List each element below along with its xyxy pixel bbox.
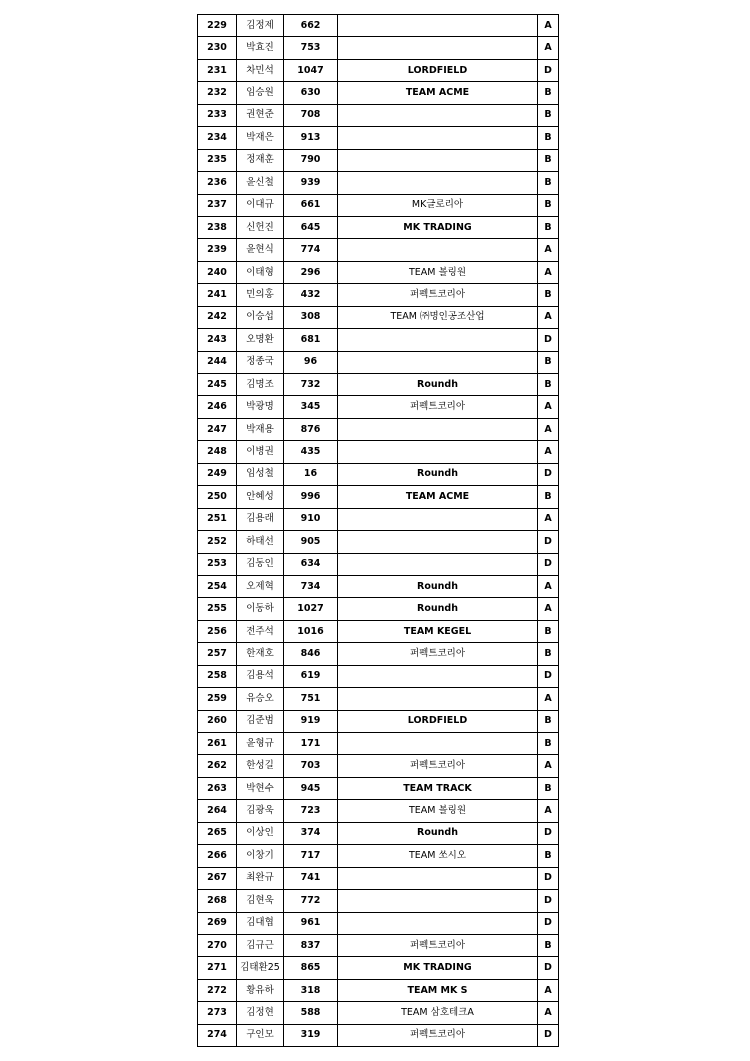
score-cell: 913 [284, 127, 338, 149]
table-row [198, 351, 559, 373]
table-row [198, 261, 559, 283]
grade-cell: A [538, 979, 559, 1001]
player-name-cell: 김대협 [237, 912, 284, 934]
table-row [198, 733, 559, 755]
player-name-cell: 안혜성 [237, 486, 284, 508]
table-row [198, 59, 559, 81]
table-row [198, 845, 559, 867]
player-name-cell: 윤형규 [237, 733, 284, 755]
grade-cell: B [538, 733, 559, 755]
row-number-cell: 241 [198, 284, 237, 306]
table-row [198, 149, 559, 171]
player-name-cell: 김용석 [237, 665, 284, 687]
table-row [198, 418, 559, 440]
team-name-cell [338, 15, 538, 37]
score-cell: 751 [284, 688, 338, 710]
table-row [198, 104, 559, 126]
player-name-cell: 한성길 [237, 755, 284, 777]
grade-cell: A [538, 15, 559, 37]
score-cell: 905 [284, 531, 338, 553]
row-number-cell: 263 [198, 777, 237, 799]
table-row [198, 957, 559, 979]
player-name-cell: 이창기 [237, 845, 284, 867]
grade-cell: A [538, 441, 559, 463]
team-name-cell [338, 418, 538, 440]
grade-cell: B [538, 777, 559, 799]
grade-cell: B [538, 194, 559, 216]
score-cell: 634 [284, 553, 338, 575]
score-cell: 961 [284, 912, 338, 934]
player-name-cell: 황유하 [237, 979, 284, 1001]
table-row [198, 396, 559, 418]
team-name-cell: TEAM TRACK [338, 777, 538, 799]
row-number-cell: 254 [198, 575, 237, 597]
score-cell: 619 [284, 665, 338, 687]
team-name-cell: MK글로리아 [338, 194, 538, 216]
grade-cell: D [538, 665, 559, 687]
table-row [198, 598, 559, 620]
player-name-cell: 김정제 [237, 15, 284, 37]
row-number-cell: 243 [198, 329, 237, 351]
team-name-cell [338, 441, 538, 463]
team-name-cell: TEAM 쏘시오 [338, 845, 538, 867]
row-number-cell: 249 [198, 463, 237, 485]
table-row [198, 688, 559, 710]
player-name-cell: 이대규 [237, 194, 284, 216]
grade-cell: B [538, 710, 559, 732]
score-cell: 846 [284, 643, 338, 665]
table-row [198, 486, 559, 508]
table-row [198, 822, 559, 844]
team-name-cell: TEAM 볼링원 [338, 261, 538, 283]
grade-cell: A [538, 261, 559, 283]
player-name-cell: 윤현식 [237, 239, 284, 261]
row-number-cell: 260 [198, 710, 237, 732]
table-row [198, 710, 559, 732]
table-row [198, 531, 559, 553]
player-name-cell: 신헌진 [237, 216, 284, 238]
score-cell: 16 [284, 463, 338, 485]
player-name-cell: 민의홍 [237, 284, 284, 306]
row-number-cell: 248 [198, 441, 237, 463]
team-name-cell [338, 104, 538, 126]
team-name-cell: 퍼펙트코리아 [338, 284, 538, 306]
team-name-cell [338, 867, 538, 889]
player-name-cell: 구인모 [237, 1024, 284, 1046]
row-number-cell: 238 [198, 216, 237, 238]
player-name-cell: 윤신철 [237, 172, 284, 194]
team-name-cell: 퍼펙트코리아 [338, 643, 538, 665]
grade-cell: A [538, 508, 559, 530]
row-number-cell: 229 [198, 15, 237, 37]
player-name-cell: 권현준 [237, 104, 284, 126]
row-number-cell: 256 [198, 620, 237, 642]
score-cell: 865 [284, 957, 338, 979]
row-number-cell: 231 [198, 59, 237, 81]
grade-cell: D [538, 822, 559, 844]
player-name-cell: 박효진 [237, 37, 284, 59]
player-name-cell: 이병권 [237, 441, 284, 463]
player-name-cell: 이동하 [237, 598, 284, 620]
score-cell: 753 [284, 37, 338, 59]
row-number-cell: 242 [198, 306, 237, 328]
roster-table-body [198, 15, 559, 1047]
score-cell: 790 [284, 149, 338, 171]
grade-cell: D [538, 867, 559, 889]
player-name-cell: 한재호 [237, 643, 284, 665]
grade-cell: D [538, 912, 559, 934]
grade-cell: A [538, 396, 559, 418]
grade-cell: A [538, 37, 559, 59]
score-cell: 662 [284, 15, 338, 37]
player-name-cell: 박재용 [237, 418, 284, 440]
team-name-cell [338, 665, 538, 687]
grade-cell: B [538, 845, 559, 867]
score-cell: 1027 [284, 598, 338, 620]
team-name-cell: Roundh [338, 598, 538, 620]
row-number-cell: 259 [198, 688, 237, 710]
table-row [198, 284, 559, 306]
player-name-cell: 임성철 [237, 463, 284, 485]
player-name-cell: 김용래 [237, 508, 284, 530]
grade-cell: B [538, 284, 559, 306]
team-name-cell [338, 553, 538, 575]
player-name-cell: 오명환 [237, 329, 284, 351]
table-row [198, 194, 559, 216]
row-number-cell: 237 [198, 194, 237, 216]
score-cell: 996 [284, 486, 338, 508]
score-cell: 1016 [284, 620, 338, 642]
team-name-cell [338, 172, 538, 194]
row-number-cell: 240 [198, 261, 237, 283]
table-row [198, 553, 559, 575]
team-name-cell: Roundh [338, 575, 538, 597]
table-row [198, 82, 559, 104]
row-number-cell: 272 [198, 979, 237, 1001]
team-name-cell: 퍼펙트코리아 [338, 755, 538, 777]
team-name-cell [338, 351, 538, 373]
team-name-cell: TEAM 볼링원 [338, 800, 538, 822]
table-row [198, 620, 559, 642]
team-name-cell: MK TRADING [338, 957, 538, 979]
team-name-cell [338, 149, 538, 171]
grade-cell: B [538, 104, 559, 126]
table-row [198, 216, 559, 238]
team-name-cell: TEAM KEGEL [338, 620, 538, 642]
team-name-cell [338, 912, 538, 934]
team-name-cell: Roundh [338, 463, 538, 485]
score-cell: 645 [284, 216, 338, 238]
score-cell: 708 [284, 104, 338, 126]
player-name-cell: 김광욱 [237, 800, 284, 822]
table-row [198, 777, 559, 799]
score-cell: 774 [284, 239, 338, 261]
team-name-cell: Roundh [338, 374, 538, 396]
score-cell: 661 [284, 194, 338, 216]
row-number-cell: 268 [198, 890, 237, 912]
team-name-cell: 퍼펙트코리아 [338, 396, 538, 418]
player-name-cell: 김규근 [237, 934, 284, 956]
score-cell: 734 [284, 575, 338, 597]
row-number-cell: 274 [198, 1024, 237, 1046]
team-name-cell [338, 531, 538, 553]
table-row [198, 15, 559, 37]
row-number-cell: 253 [198, 553, 237, 575]
grade-cell: B [538, 486, 559, 508]
table-row [198, 127, 559, 149]
grade-cell: B [538, 127, 559, 149]
row-number-cell: 236 [198, 172, 237, 194]
row-number-cell: 258 [198, 665, 237, 687]
score-cell: 837 [284, 934, 338, 956]
grade-cell: B [538, 172, 559, 194]
grade-cell: A [538, 1002, 559, 1024]
table-row [198, 239, 559, 261]
player-name-cell: 박광명 [237, 396, 284, 418]
score-cell: 919 [284, 710, 338, 732]
row-number-cell: 267 [198, 867, 237, 889]
row-number-cell: 250 [198, 486, 237, 508]
roster-table [197, 14, 559, 1047]
score-cell: 1047 [284, 59, 338, 81]
table-row [198, 306, 559, 328]
grade-cell: D [538, 890, 559, 912]
team-name-cell: TEAM ACME [338, 486, 538, 508]
player-name-cell: 전주석 [237, 620, 284, 642]
row-number-cell: 244 [198, 351, 237, 373]
grade-cell: A [538, 598, 559, 620]
table-row [198, 665, 559, 687]
row-number-cell: 262 [198, 755, 237, 777]
team-name-cell [338, 37, 538, 59]
player-name-cell: 정재훈 [237, 149, 284, 171]
player-name-cell: 김준범 [237, 710, 284, 732]
team-name-cell: LORDFIELD [338, 710, 538, 732]
team-name-cell [338, 127, 538, 149]
team-name-cell: TEAM ㈜명인공조산업 [338, 306, 538, 328]
table-row [198, 912, 559, 934]
player-name-cell: 정종국 [237, 351, 284, 373]
table-row [198, 37, 559, 59]
table-row [198, 172, 559, 194]
player-name-cell: 하태선 [237, 531, 284, 553]
player-name-cell: 김동인 [237, 553, 284, 575]
row-number-cell: 273 [198, 1002, 237, 1024]
team-name-cell: TEAM MK S [338, 979, 538, 1001]
team-name-cell [338, 239, 538, 261]
score-cell: 630 [284, 82, 338, 104]
player-name-cell: 이상인 [237, 822, 284, 844]
grade-cell: B [538, 82, 559, 104]
grade-cell: A [538, 575, 559, 597]
table-row [198, 867, 559, 889]
table-row [198, 441, 559, 463]
row-number-cell: 235 [198, 149, 237, 171]
team-name-cell [338, 890, 538, 912]
table-row [198, 329, 559, 351]
team-name-cell [338, 688, 538, 710]
score-cell: 681 [284, 329, 338, 351]
player-name-cell: 김태환25 [237, 957, 284, 979]
grade-cell: A [538, 800, 559, 822]
player-name-cell: 오제혁 [237, 575, 284, 597]
player-name-cell: 최완규 [237, 867, 284, 889]
score-cell: 772 [284, 890, 338, 912]
team-name-cell [338, 329, 538, 351]
score-cell: 741 [284, 867, 338, 889]
table-row [198, 575, 559, 597]
grade-cell: B [538, 934, 559, 956]
row-number-cell: 246 [198, 396, 237, 418]
player-name-cell: 박현수 [237, 777, 284, 799]
grade-cell: B [538, 351, 559, 373]
score-cell: 717 [284, 845, 338, 867]
grade-cell: D [538, 553, 559, 575]
grade-cell: B [538, 620, 559, 642]
table-row [198, 1002, 559, 1024]
table-row [198, 463, 559, 485]
row-number-cell: 230 [198, 37, 237, 59]
score-cell: 374 [284, 822, 338, 844]
table-row [198, 979, 559, 1001]
score-cell: 723 [284, 800, 338, 822]
player-name-cell: 김명조 [237, 374, 284, 396]
table-row [198, 508, 559, 530]
table-row [198, 890, 559, 912]
grade-cell: A [538, 688, 559, 710]
score-cell: 939 [284, 172, 338, 194]
table-row [198, 643, 559, 665]
row-number-cell: 233 [198, 104, 237, 126]
grade-cell: D [538, 59, 559, 81]
team-name-cell: MK TRADING [338, 216, 538, 238]
score-cell: 876 [284, 418, 338, 440]
score-cell: 171 [284, 733, 338, 755]
grade-cell: B [538, 374, 559, 396]
player-name-cell: 김정현 [237, 1002, 284, 1024]
row-number-cell: 247 [198, 418, 237, 440]
grade-cell: A [538, 239, 559, 261]
score-cell: 318 [284, 979, 338, 1001]
player-name-cell: 유승오 [237, 688, 284, 710]
row-number-cell: 252 [198, 531, 237, 553]
grade-cell: A [538, 755, 559, 777]
team-name-cell [338, 733, 538, 755]
table-row [198, 1024, 559, 1046]
grade-cell: A [538, 306, 559, 328]
row-number-cell: 266 [198, 845, 237, 867]
score-cell: 732 [284, 374, 338, 396]
team-name-cell: 퍼펙트코리아 [338, 934, 538, 956]
team-name-cell: TEAM ACME [338, 82, 538, 104]
score-cell: 308 [284, 306, 338, 328]
score-cell: 432 [284, 284, 338, 306]
table-row [198, 934, 559, 956]
player-name-cell: 박재은 [237, 127, 284, 149]
score-cell: 96 [284, 351, 338, 373]
grade-cell: D [538, 531, 559, 553]
row-number-cell: 264 [198, 800, 237, 822]
grade-cell: D [538, 957, 559, 979]
table-row [198, 755, 559, 777]
team-name-cell: Roundh [338, 822, 538, 844]
grade-cell: D [538, 329, 559, 351]
player-name-cell: 임승원 [237, 82, 284, 104]
row-number-cell: 261 [198, 733, 237, 755]
row-number-cell: 270 [198, 934, 237, 956]
table-row [198, 374, 559, 396]
score-cell: 945 [284, 777, 338, 799]
score-cell: 435 [284, 441, 338, 463]
score-cell: 319 [284, 1024, 338, 1046]
row-number-cell: 239 [198, 239, 237, 261]
table-row [198, 800, 559, 822]
team-name-cell [338, 508, 538, 530]
score-cell: 588 [284, 1002, 338, 1024]
row-number-cell: 265 [198, 822, 237, 844]
row-number-cell: 271 [198, 957, 237, 979]
score-cell: 345 [284, 396, 338, 418]
row-number-cell: 255 [198, 598, 237, 620]
grade-cell: D [538, 463, 559, 485]
score-cell: 703 [284, 755, 338, 777]
team-name-cell: TEAM 삼호테크A [338, 1002, 538, 1024]
player-name-cell: 김현욱 [237, 890, 284, 912]
score-cell: 296 [284, 261, 338, 283]
grade-cell: B [538, 149, 559, 171]
row-number-cell: 232 [198, 82, 237, 104]
row-number-cell: 257 [198, 643, 237, 665]
grade-cell: B [538, 643, 559, 665]
team-name-cell: 퍼펙트코리아 [338, 1024, 538, 1046]
row-number-cell: 251 [198, 508, 237, 530]
player-name-cell: 이태형 [237, 261, 284, 283]
grade-cell: A [538, 418, 559, 440]
grade-cell: B [538, 216, 559, 238]
row-number-cell: 245 [198, 374, 237, 396]
row-number-cell: 269 [198, 912, 237, 934]
row-number-cell: 234 [198, 127, 237, 149]
team-name-cell: LORDFIELD [338, 59, 538, 81]
player-name-cell: 이승섭 [237, 306, 284, 328]
player-name-cell: 차민석 [237, 59, 284, 81]
score-cell: 910 [284, 508, 338, 530]
grade-cell: D [538, 1024, 559, 1046]
